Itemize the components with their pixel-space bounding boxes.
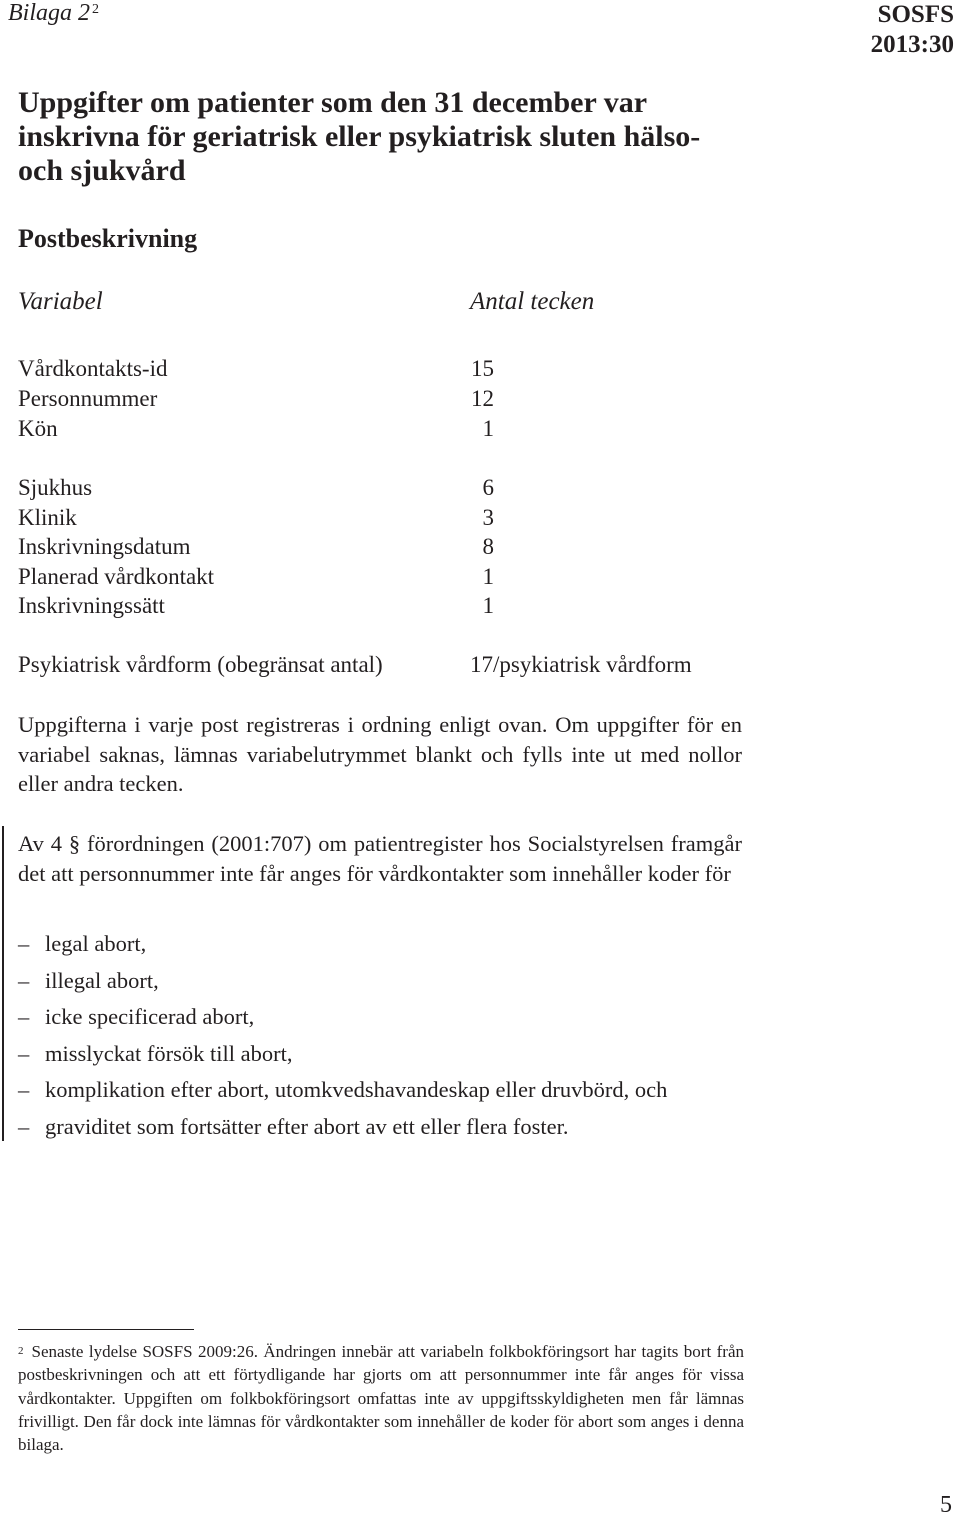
publication-series: SOSFS — [877, 1, 954, 28]
list-dash: – — [18, 931, 30, 956]
list-item — [18, 1109, 758, 1146]
document-title: Uppgifter om patienter som den 31 december var inskrivna för geriatrisk eller psykiatrisk sluten hälso- och sjukvård — [18, 86, 701, 187]
list-dash: – — [18, 967, 30, 993]
row-value: 1 — [482, 416, 494, 441]
row-label: Planerad vårdkontakt — [18, 564, 215, 589]
row-value: 15 — [471, 356, 494, 381]
row-label: Klinik — [18, 505, 77, 530]
column-header-variable: Variabel — [18, 288, 103, 315]
psych-row-value: 17/psykiatrisk vårdform — [470, 652, 692, 677]
row-value: 3 — [482, 505, 494, 530]
paragraph-record-order: Uppgifterna i varje post registreras i ordning enligt ovan. Om uppgifter för en variabel saknas, lämnas variabelutrymmet blankt och fylls inte ut med nollor eller andra tecken. — [18, 712, 742, 796]
appendix-footnote-marker: 2 — [92, 2, 99, 17]
row-label: Kön — [18, 416, 58, 441]
footnote — [18, 1340, 744, 1456]
table-row — [18, 562, 494, 592]
row-value: 8 — [482, 534, 494, 559]
list-item-text: icke specificerad abort, — [45, 1004, 255, 1030]
list-item-text: graviditet som fortsätter efter abort av ett eller flera foster. — [45, 1113, 569, 1139]
list-item-text: illegal abort, — [45, 967, 159, 993]
list-item — [18, 1072, 758, 1109]
row-label: Vårdkontakts-id — [18, 356, 168, 381]
list-item-text: komplikation efter abort, utomkvedshavandeskap eller druvbörd, och — [45, 1077, 668, 1103]
publication-number: 2013:30 — [870, 31, 954, 58]
row-label: Inskrivningssätt — [18, 593, 165, 618]
table-row — [18, 473, 494, 503]
footnote-text: Senaste lydelse SOSFS 2009:26. Ändringen innebär att variabeln folkbokföringsort har tagits bort från postbeskrivningen och att ett förtydligande har gjorts om att personnummer inte får anges för vissa vårdkontakter. Uppgiften om folkbokföringsort omfattas inte av uppgiftsskyldigheten men får lämnas frivilligt. Den får dock inte lämnas för vårdkontakter som innehåller de koder för abort som anges i denna bilaga. — [18, 1342, 744, 1455]
publication-code — [871, 0, 954, 60]
list-dash: – — [18, 1077, 30, 1103]
page-number: 5 — [940, 1492, 952, 1518]
list-item — [18, 1036, 758, 1073]
list-dash: – — [18, 1113, 30, 1139]
table-row — [18, 414, 494, 444]
row-label: Personnummer — [18, 386, 158, 411]
table-row — [18, 354, 494, 384]
row-label: Inskrivningsdatum — [18, 534, 191, 559]
list-dash: – — [18, 1040, 30, 1066]
appendix-label — [8, 0, 99, 27]
list-item-text: misslyckat försök till abort, — [45, 1040, 293, 1066]
row-value: 12 — [471, 386, 494, 411]
change-bar — [2, 826, 4, 1141]
table-row — [18, 503, 494, 533]
abort-code-list — [18, 926, 758, 1146]
list-item — [18, 999, 758, 1036]
row-value: 1 — [482, 564, 494, 589]
list-item — [18, 963, 758, 1000]
list-dash: – — [18, 1004, 30, 1030]
appendix-label-text: Bilaga 2 — [8, 0, 90, 26]
section-heading: Postbeskrivning — [18, 224, 198, 253]
column-header-chars: Antal tecken — [470, 288, 595, 315]
row-value: 6 — [482, 475, 494, 500]
list-item-text: legal abort, — [45, 931, 147, 956]
psych-row-label: Psykiatrisk vårdform (obegränsat antal) — [18, 652, 383, 677]
row-value: 1 — [482, 593, 494, 618]
footnote-marker: 2 — [18, 1345, 24, 1357]
table-row — [18, 384, 494, 414]
list-item — [18, 926, 758, 963]
table-row — [18, 532, 494, 562]
paragraph-regulation: Av 4 § förordningen (2001:707) om patientregister hos Socialstyrelsen framgår det att personnummer inte får anges för vårdkontakter som innehåller koder för — [18, 831, 742, 886]
table-row — [18, 591, 494, 621]
footnote-rule — [18, 1329, 194, 1330]
row-label: Sjukhus — [18, 475, 93, 500]
